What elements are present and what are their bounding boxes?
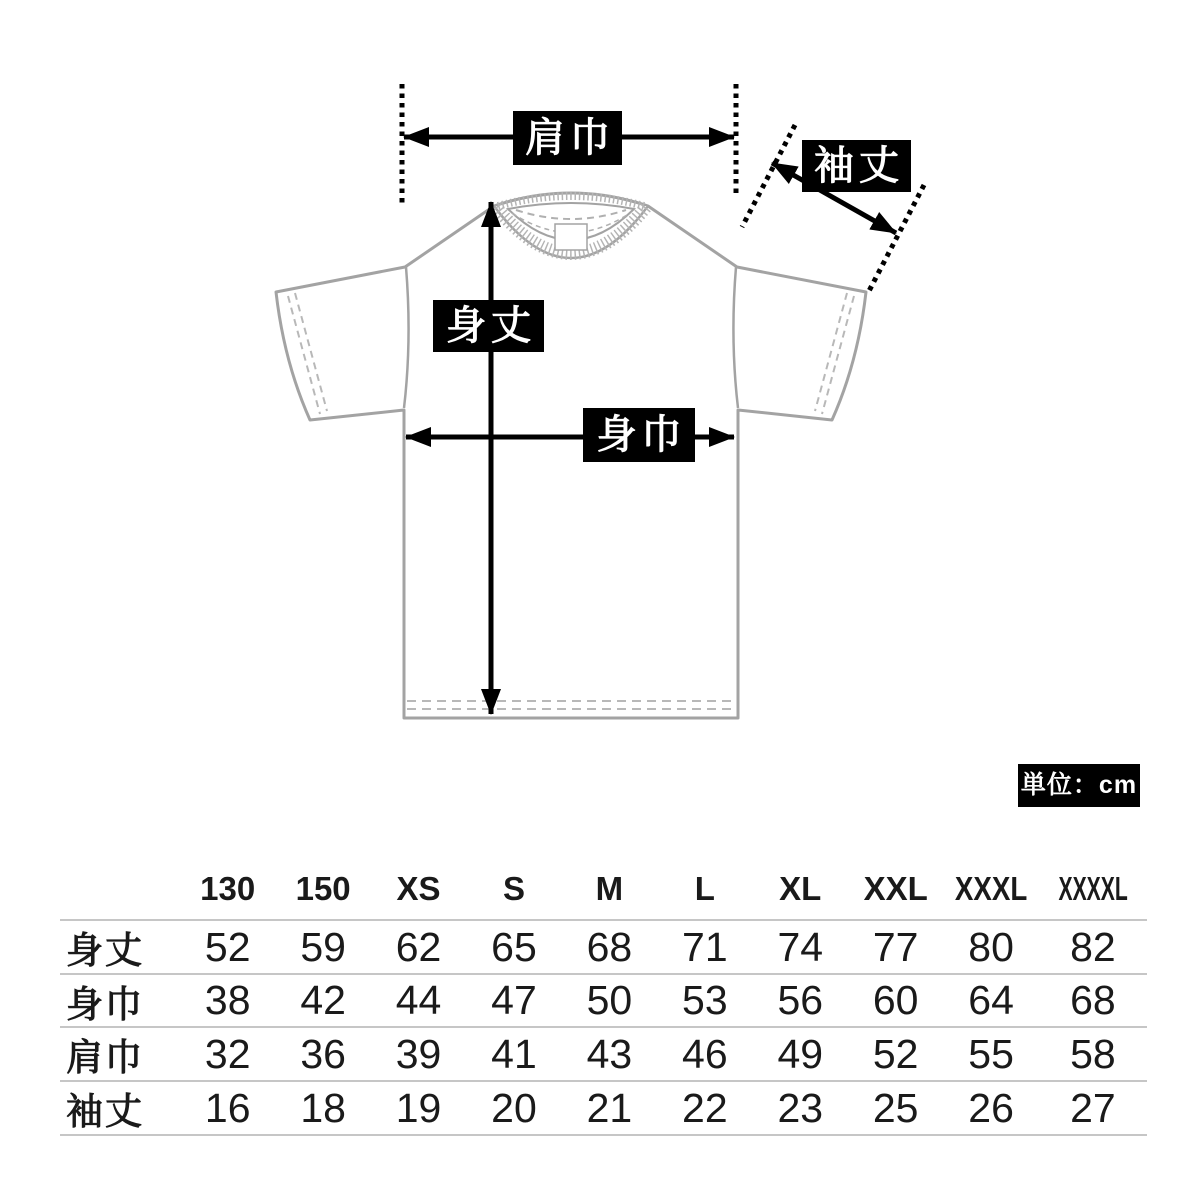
size-value: 82 — [1039, 921, 1147, 975]
size-column-header — [943, 864, 1038, 921]
neck-label — [555, 224, 587, 250]
sleeve-length-label: 袖丈 — [802, 140, 911, 192]
size-value: 53 — [657, 975, 752, 1028]
size-value: 19 — [371, 1082, 466, 1136]
size-value: 68 — [562, 921, 657, 975]
size-value: 74 — [753, 921, 848, 975]
size-column-header-text: L — [694, 870, 715, 907]
size-value: 60 — [848, 975, 943, 1028]
size-value: 62 — [371, 921, 466, 975]
size-value: 44 — [371, 975, 466, 1028]
size-value: 38 — [180, 975, 275, 1028]
size-value: 23 — [753, 1082, 848, 1136]
sleeve-guide-upper — [742, 125, 795, 227]
row-label-body-width: 身巾 — [60, 975, 180, 1028]
tshirt-body-shape — [276, 193, 866, 718]
size-column-header — [657, 864, 752, 921]
size-column-header — [848, 864, 943, 921]
size-column-header-text: XL — [779, 870, 822, 907]
row-label-shoulder-width: 肩巾 — [60, 1028, 180, 1082]
size-column-header — [371, 864, 466, 921]
size-column-header-text: XXL — [863, 870, 928, 907]
size-column-header — [180, 864, 275, 921]
shoulder-width-label: 肩巾 — [513, 111, 622, 165]
size-value: 55 — [943, 1028, 1038, 1082]
size-column-header-text: XXXXL — [1058, 870, 1128, 907]
row-label-sleeve-length: 袖丈 — [60, 1082, 180, 1136]
size-value: 27 — [1039, 1082, 1147, 1136]
table-corner-cell — [60, 864, 180, 921]
size-table — [60, 864, 1147, 1136]
size-value: 46 — [657, 1028, 752, 1082]
size-column-header-text: XXXL — [954, 870, 1028, 907]
size-column-header — [466, 864, 561, 921]
size-column-header-text: S — [502, 870, 525, 907]
size-column-header — [275, 864, 370, 921]
size-value: 39 — [371, 1028, 466, 1082]
row-label-body-length: 身丈 — [60, 921, 180, 975]
size-value: 36 — [275, 1028, 370, 1082]
size-value: 20 — [466, 1082, 561, 1136]
size-value: 21 — [562, 1082, 657, 1136]
size-value: 80 — [943, 921, 1038, 975]
size-value: 41 — [466, 1028, 561, 1082]
size-value: 50 — [562, 975, 657, 1028]
sleeve-guide-lower — [869, 185, 924, 291]
size-value: 59 — [275, 921, 370, 975]
size-column-header — [753, 864, 848, 921]
size-value: 18 — [275, 1082, 370, 1136]
size-value: 49 — [753, 1028, 848, 1082]
size-value: 71 — [657, 921, 752, 975]
size-column-header-text: 130 — [200, 870, 256, 907]
size-column-header — [1039, 864, 1147, 921]
size-column-header — [562, 864, 657, 921]
size-value: 56 — [753, 975, 848, 1028]
size-column-header-text: M — [595, 870, 624, 907]
size-value: 42 — [275, 975, 370, 1028]
size-value: 47 — [466, 975, 561, 1028]
body-width-label: 身巾 — [583, 408, 695, 462]
size-value: 65 — [466, 921, 561, 975]
size-value: 52 — [848, 1028, 943, 1082]
size-value: 64 — [943, 975, 1038, 1028]
size-value: 25 — [848, 1082, 943, 1136]
size-value: 58 — [1039, 1028, 1147, 1082]
size-value: 52 — [180, 921, 275, 975]
unit-badge: 単位：cm — [1018, 764, 1140, 807]
body-length-label: 身丈 — [433, 300, 544, 352]
size-value: 16 — [180, 1082, 275, 1136]
size-value: 26 — [943, 1082, 1038, 1136]
size-column-header-text: 150 — [295, 870, 351, 907]
size-value: 43 — [562, 1028, 657, 1082]
tshirt-outline — [276, 193, 866, 718]
size-column-header-text: XS — [396, 870, 441, 907]
size-value: 77 — [848, 921, 943, 975]
size-value: 22 — [657, 1082, 752, 1136]
size-value: 68 — [1039, 975, 1147, 1028]
size-value: 32 — [180, 1028, 275, 1082]
